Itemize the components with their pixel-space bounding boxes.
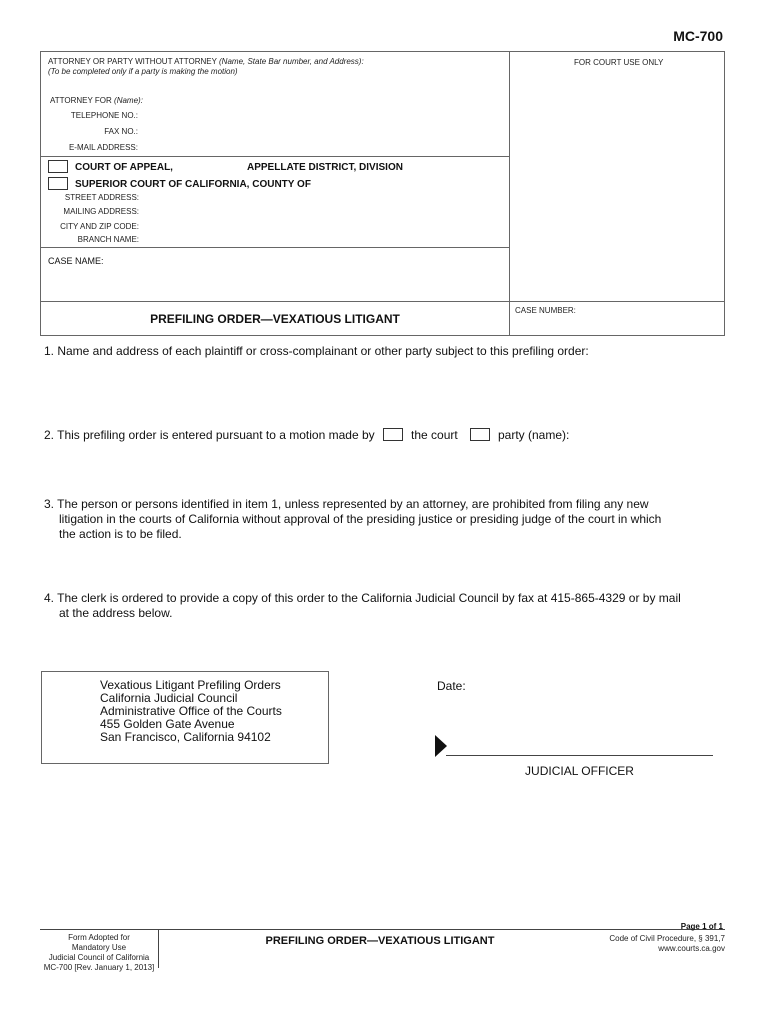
sign-here-arrow-icon <box>434 735 448 757</box>
email-label: E-MAIL ADDRESS: <box>68 143 138 152</box>
page-number: Page 1 of 1 <box>680 922 723 931</box>
motion-by-party-checkbox[interactable] <box>470 428 490 441</box>
form-adopted-block <box>40 933 158 973</box>
city-zip-label: CITY AND ZIP CODE: <box>60 222 139 231</box>
footer-title: PREFILING ORDER—VEXATIOUS LITIGANT <box>265 935 495 947</box>
item-1: 1. Name and address of each plaintiff or cross-complainant or other party subject to this prefiling order: <box>44 344 589 358</box>
mailing-address-line: Vexatious Litigant Prefiling Orders <box>100 678 281 692</box>
case-name-divider <box>40 301 725 302</box>
telephone-label: TELEPHONE NO.: <box>70 111 138 120</box>
mailing-address-label: MAILING ADDRESS: <box>63 207 139 216</box>
appellate-district-label: APPELLATE DISTRICT, DIVISION <box>247 162 403 173</box>
attorney-label: ATTORNEY OR PARTY WITHOUT ATTORNEY (Name, State Bar number, and Address): <box>48 57 364 66</box>
court-of-appeal-label: COURT OF APPEAL, <box>75 162 173 173</box>
form-adopted-line: Form Adopted for <box>68 933 130 942</box>
attorney-section-divider <box>40 156 510 157</box>
motion-by-court-checkbox[interactable] <box>383 428 403 441</box>
code-reference: Code of Civil Procedure, § 391,7 <box>609 934 725 943</box>
item-3-line-2: litigation in the courts of California without approval of the presiding justice or presiding judge of the court in which <box>59 512 662 526</box>
item-4-line-2: at the address below. <box>59 606 173 620</box>
footer-rule <box>40 929 725 930</box>
attorney-for-label: ATTORNEY FOR (Name): <box>50 96 143 105</box>
judicial-officer-label: JUDICIAL OFFICER <box>525 764 634 778</box>
court-use-label: FOR COURT USE ONLY <box>574 58 664 67</box>
mailing-address-line: Administrative Office of the Courts <box>100 704 282 718</box>
motion-by-court-label: the court <box>411 428 458 442</box>
signature-line[interactable] <box>446 755 713 756</box>
form-number: MC-700 <box>673 28 723 44</box>
case-number-label: CASE NUMBER: <box>515 306 576 315</box>
courts-website[interactable]: www.courts.ca.gov <box>658 944 725 953</box>
form-adopted-line: MC-700 [Rev. January 1, 2013] <box>43 963 155 972</box>
caption-box <box>40 51 725 336</box>
item-3-line-3: the action is to be filed. <box>59 527 182 541</box>
superior-court-label: SUPERIOR COURT OF CALIFORNIA, COUNTY OF <box>75 179 311 190</box>
form-adopted-line: Judicial Council of California <box>48 953 150 962</box>
superior-court-checkbox[interactable] <box>48 177 68 190</box>
form-adopted-line: Mandatory Use <box>71 943 127 952</box>
court-of-appeal-checkbox[interactable] <box>48 160 68 173</box>
item-4-line-1: 4. The clerk is ordered to provide a copy of this order to the California Judicial Council by fax at 415-865-4329 or by mail <box>44 591 681 605</box>
mailing-address-lines <box>100 679 282 744</box>
footer-divider <box>158 930 159 968</box>
mailing-address-line: 455 Golden Gate Avenue <box>100 717 235 731</box>
item-3-line-1: 3. The person or persons identified in item 1, unless represented by an attorney, are prohibited from filing any new <box>44 497 649 511</box>
mailing-address-line: California Judicial Council <box>100 691 238 705</box>
form-title: PREFILING ORDER—VEXATIOUS LITIGANT <box>150 312 400 326</box>
item-2: 2. This prefiling order is entered pursuant to a motion made by <box>44 428 375 442</box>
street-address-label: STREET ADDRESS: <box>64 193 139 202</box>
branch-name-label: BRANCH NAME: <box>77 235 139 244</box>
mailing-address-box <box>41 671 329 764</box>
caption-column-divider <box>509 51 510 336</box>
fax-label: FAX NO.: <box>104 127 138 136</box>
motion-by-party-label: party (name): <box>498 428 570 442</box>
date-label: Date: <box>437 679 466 693</box>
attorney-note: (To be completed only if a party is making the motion) <box>48 67 238 76</box>
court-section-divider <box>40 247 510 248</box>
mailing-address-line: San Francisco, California 94102 <box>100 730 271 744</box>
case-name-label: CASE NAME: <box>48 256 104 266</box>
